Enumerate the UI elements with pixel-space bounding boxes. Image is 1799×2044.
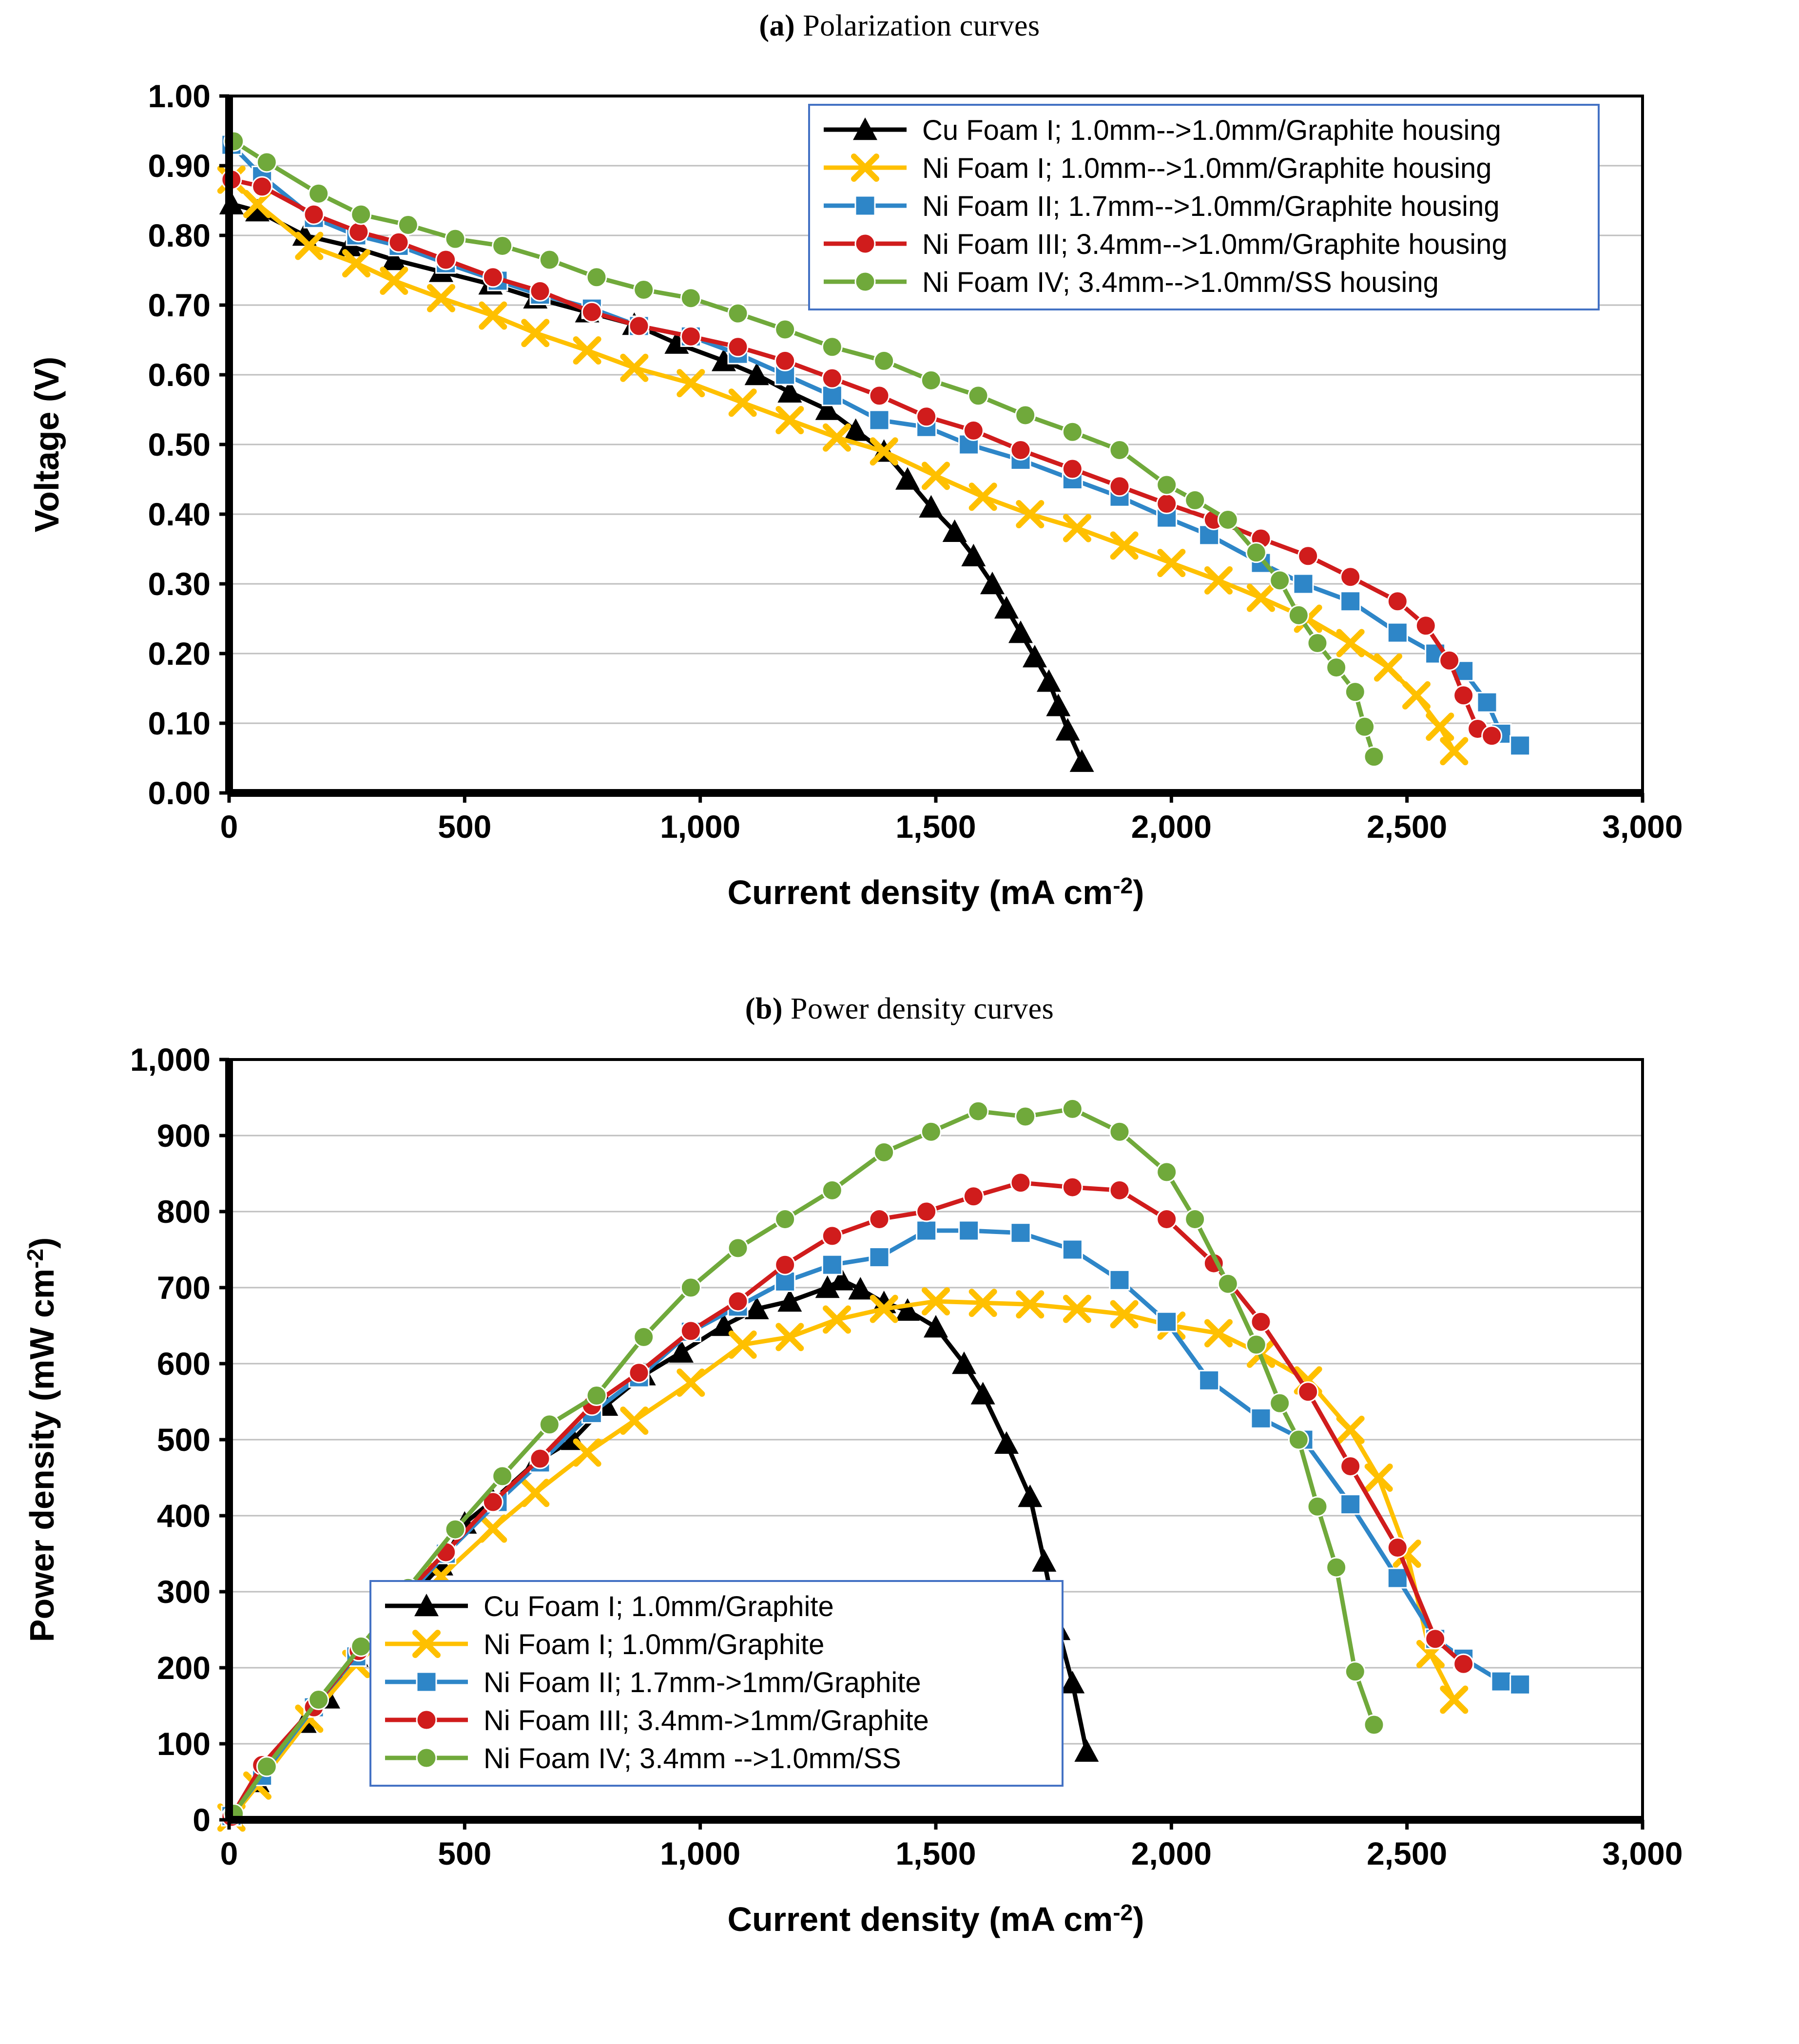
- data-point-marker: [582, 302, 601, 322]
- x-tick-label: 1,000: [660, 1835, 741, 1871]
- y-tick-label: 600: [156, 1346, 211, 1382]
- data-point-marker: [917, 1221, 936, 1240]
- data-point-marker: [1388, 592, 1407, 611]
- data-point-marker: [728, 1292, 748, 1311]
- data-point-marker: [1063, 459, 1082, 479]
- legend-label: Ni Foam II; 1.7mm->1mm/Graphite: [484, 1667, 921, 1698]
- data-point-marker: [587, 268, 606, 287]
- legend-label: Ni Foam IV; 3.4mm -->1.0mm/SS: [484, 1743, 901, 1774]
- data-point-marker: [1270, 571, 1290, 590]
- y-tick-label: 1.00: [148, 78, 211, 114]
- data-point-marker: [483, 268, 503, 287]
- data-point-marker: [870, 410, 889, 430]
- data-point-marker: [917, 407, 936, 426]
- data-point-marker: [1016, 1107, 1035, 1126]
- data-point-marker: [822, 1226, 842, 1246]
- data-point-marker: [1157, 1312, 1177, 1331]
- data-point-marker: [257, 153, 276, 172]
- data-point-marker: [1063, 422, 1082, 442]
- data-point-marker: [1110, 1122, 1129, 1141]
- data-point-marker: [1308, 1497, 1327, 1516]
- chart-a-svg: [0, 47, 1799, 983]
- data-point-marker: [1218, 1274, 1238, 1293]
- y-tick-label: 200: [156, 1650, 211, 1686]
- data-point-marker: [351, 205, 371, 224]
- data-point-marker: [1491, 1672, 1511, 1691]
- data-point-marker: [1416, 616, 1435, 636]
- data-point-marker: [870, 386, 889, 405]
- data-point-marker: [309, 184, 329, 203]
- data-point-marker: [1289, 1430, 1308, 1449]
- data-point-marker: [351, 1637, 371, 1656]
- x-tick-label: 0: [220, 809, 238, 845]
- data-point-marker: [389, 232, 408, 252]
- legend-label: Ni Foam III; 3.4mm-->1.0mm/Graphite housing: [922, 229, 1508, 260]
- data-point-marker: [1289, 605, 1308, 625]
- data-point-marker: [1218, 510, 1238, 529]
- legend-label: Ni Foam I; 1.0mm-->1.0mm/Graphite housing: [922, 153, 1492, 184]
- data-point-marker: [493, 1466, 512, 1486]
- data-point-marker: [1011, 1223, 1030, 1243]
- legend-label: Ni Foam III; 3.4mm->1mm/Graphite: [484, 1705, 929, 1736]
- data-point-marker: [1426, 1629, 1445, 1649]
- y-tick-label: 100: [156, 1726, 211, 1762]
- legend-label: Ni Foam II; 1.7mm-->1.0mm/Graphite housing: [922, 191, 1500, 222]
- x-tick-label: 500: [438, 1835, 492, 1871]
- data-point-marker: [728, 337, 748, 357]
- data-point-marker: [1327, 1558, 1346, 1577]
- data-point-marker: [1341, 592, 1360, 611]
- y-tick-label: 0.50: [148, 426, 211, 463]
- panel-power-density: [0, 983, 1799, 2044]
- data-point-marker: [417, 1672, 436, 1692]
- data-point-marker: [398, 215, 418, 235]
- y-tick-label: 300: [156, 1574, 211, 1610]
- x-tick-label: 1,000: [660, 809, 741, 845]
- data-point-marker: [445, 1520, 465, 1539]
- data-point-marker: [1016, 405, 1035, 425]
- data-point-marker: [728, 304, 748, 323]
- y-tick-label: 800: [156, 1194, 211, 1230]
- data-point-marker: [436, 250, 456, 270]
- legend-label: Ni Foam I; 1.0mm/Graphite: [484, 1629, 825, 1660]
- data-point-marker: [855, 234, 875, 253]
- x-tick-label: 3,000: [1602, 809, 1683, 845]
- data-point-marker: [874, 1142, 894, 1162]
- data-point-marker: [1355, 717, 1374, 736]
- data-point-marker: [968, 386, 988, 405]
- data-point-marker: [587, 1386, 606, 1406]
- data-point-marker: [1327, 658, 1346, 677]
- data-point-marker: [417, 1710, 436, 1730]
- data-point-marker: [870, 1248, 889, 1267]
- data-point-marker: [1298, 1382, 1318, 1402]
- y-tick-label: 0: [193, 1802, 211, 1838]
- data-point-marker: [1510, 1675, 1530, 1694]
- data-point-marker: [874, 351, 894, 370]
- data-point-marker: [921, 1122, 941, 1141]
- data-point-marker: [822, 1180, 842, 1200]
- panel-a-title: [0, 0, 1799, 47]
- panel-a-title-text: Polarization curves: [795, 9, 1040, 42]
- data-point-marker: [1388, 1538, 1407, 1558]
- data-point-marker: [1246, 1335, 1266, 1354]
- panel-b-title-text: Power density curves: [782, 992, 1054, 1025]
- data-point-marker: [822, 1255, 842, 1274]
- data-point-marker: [964, 1187, 983, 1206]
- data-point-marker: [775, 1210, 795, 1229]
- y-tick-label: 0.20: [148, 636, 211, 672]
- y-tick-label: 900: [156, 1118, 211, 1154]
- legend: [809, 105, 1599, 309]
- data-point-marker: [1364, 747, 1384, 767]
- data-point-marker: [921, 370, 941, 390]
- y-tick-label: 0.40: [148, 496, 211, 532]
- data-point-marker: [968, 1101, 988, 1121]
- data-point-marker: [1011, 1173, 1030, 1193]
- data-point-marker: [728, 1238, 748, 1258]
- panel-b-label: (b): [745, 992, 783, 1025]
- data-point-marker: [1157, 475, 1177, 495]
- x-tick-label: 2,500: [1367, 809, 1448, 845]
- y-tick-label: 500: [156, 1422, 211, 1458]
- data-point-marker: [1482, 726, 1502, 746]
- legend-label: Cu Foam I; 1.0mm/Graphite: [484, 1591, 834, 1622]
- data-point-marker: [1110, 477, 1129, 496]
- data-point-marker: [530, 1449, 550, 1468]
- data-point-marker: [540, 250, 559, 270]
- data-point-marker: [775, 320, 795, 339]
- data-point-marker: [681, 1278, 700, 1297]
- y-tick-label: 0.90: [148, 148, 211, 184]
- data-point-marker: [1341, 1495, 1360, 1514]
- chart-b: [0, 1030, 1799, 2044]
- data-point-marker: [822, 386, 842, 405]
- data-point-marker: [964, 421, 983, 440]
- data-point-marker: [1345, 1662, 1365, 1681]
- data-point-marker: [540, 1415, 559, 1434]
- data-point-marker: [417, 1748, 436, 1768]
- data-point-marker: [1341, 567, 1360, 587]
- data-point-marker: [1185, 1210, 1205, 1229]
- data-point-marker: [493, 236, 512, 255]
- data-point-marker: [681, 289, 700, 308]
- data-point-marker: [1246, 543, 1266, 562]
- legend-label: Ni Foam IV; 3.4mm-->1.0mm/SS housing: [922, 267, 1439, 298]
- data-point-marker: [822, 337, 842, 357]
- panel-b-title: [0, 983, 1799, 1030]
- y-tick-label: 1,000: [130, 1041, 211, 1078]
- data-point-marker: [1110, 440, 1129, 460]
- data-point-marker: [1011, 440, 1030, 460]
- x-axis-label: Current density (mA $cm^{-2}$): [727, 873, 1144, 911]
- y-axis-label: Voltage (V): [28, 356, 66, 533]
- data-point-marker: [1270, 1393, 1290, 1413]
- data-point-marker: [775, 351, 795, 370]
- data-point-marker: [1440, 651, 1459, 670]
- data-point-marker: [634, 280, 654, 300]
- data-point-marker: [822, 368, 842, 388]
- data-point-marker: [681, 327, 700, 346]
- data-point-marker: [1308, 634, 1327, 653]
- y-tick-label: 0.30: [148, 566, 211, 602]
- chart-b-svg: [0, 1030, 1799, 2044]
- data-point-marker: [959, 1221, 979, 1240]
- y-axis-label: Power density (mW $cm^{-2}$): [22, 1237, 61, 1642]
- x-tick-label: 0: [220, 1835, 238, 1871]
- data-point-marker: [1110, 1270, 1129, 1290]
- x-tick-label: 1,500: [895, 1835, 976, 1871]
- y-tick-label: 0.10: [148, 705, 211, 741]
- data-point-marker: [257, 1757, 276, 1776]
- y-tick-label: 400: [156, 1498, 211, 1534]
- panel-polarization: [0, 0, 1799, 983]
- data-point-marker: [1454, 686, 1473, 705]
- data-point-marker: [309, 1690, 329, 1710]
- x-axis-label: Current density (mA $cm^{-2}$): [727, 1900, 1144, 1938]
- x-tick-label: 3,000: [1602, 1835, 1683, 1871]
- data-point-marker: [1157, 1210, 1177, 1229]
- data-point-marker: [917, 1202, 936, 1221]
- data-point-marker: [1454, 1654, 1473, 1674]
- data-point-marker: [681, 1321, 700, 1341]
- data-point-marker: [1157, 1162, 1177, 1182]
- x-tick-label: 1,500: [895, 809, 976, 845]
- data-point-marker: [530, 281, 550, 301]
- data-point-marker: [1510, 736, 1530, 755]
- data-point-marker: [1063, 1240, 1082, 1259]
- data-point-marker: [1364, 1715, 1384, 1735]
- data-point-marker: [1251, 1312, 1271, 1331]
- data-point-marker: [1185, 490, 1205, 510]
- data-point-marker: [629, 316, 649, 336]
- data-point-marker: [629, 1363, 649, 1383]
- data-point-marker: [1294, 574, 1313, 594]
- data-point-marker: [1251, 1408, 1271, 1428]
- y-tick-label: 0.80: [148, 217, 211, 253]
- data-point-marker: [1199, 1370, 1219, 1390]
- data-point-marker: [1157, 494, 1177, 514]
- data-point-marker: [870, 1210, 889, 1229]
- data-point-marker: [634, 1327, 654, 1347]
- chart-a: [0, 47, 1799, 983]
- data-point-marker: [1345, 682, 1365, 702]
- data-point-marker: [775, 1255, 795, 1274]
- y-tick-label: 0.60: [148, 357, 211, 393]
- x-tick-label: 2,500: [1367, 1835, 1448, 1871]
- data-point-marker: [1110, 1180, 1129, 1200]
- data-point-marker: [855, 196, 875, 215]
- data-point-marker: [1341, 1457, 1360, 1476]
- data-point-marker: [1063, 1177, 1082, 1197]
- y-tick-label: 700: [156, 1270, 211, 1306]
- data-point-marker: [1477, 693, 1497, 712]
- y-tick-label: 0.70: [148, 287, 211, 323]
- data-point-marker: [855, 272, 875, 291]
- x-tick-label: 2,000: [1131, 1835, 1212, 1871]
- legend-label: Cu Foam I; 1.0mm-->1.0mm/Graphite housing: [922, 115, 1501, 146]
- data-point-marker: [304, 205, 324, 224]
- x-tick-label: 2,000: [1131, 809, 1212, 845]
- data-point-marker: [1063, 1099, 1082, 1118]
- panel-a-label: (a): [759, 9, 795, 42]
- data-point-marker: [445, 229, 465, 249]
- legend: [370, 1581, 1063, 1786]
- data-point-marker: [1388, 623, 1407, 642]
- data-point-marker: [1388, 1568, 1407, 1588]
- data-point-marker: [349, 222, 368, 242]
- y-tick-label: 0.00: [148, 775, 211, 811]
- data-point-marker: [1298, 546, 1318, 566]
- data-point-marker: [252, 177, 272, 196]
- x-tick-label: 500: [438, 809, 492, 845]
